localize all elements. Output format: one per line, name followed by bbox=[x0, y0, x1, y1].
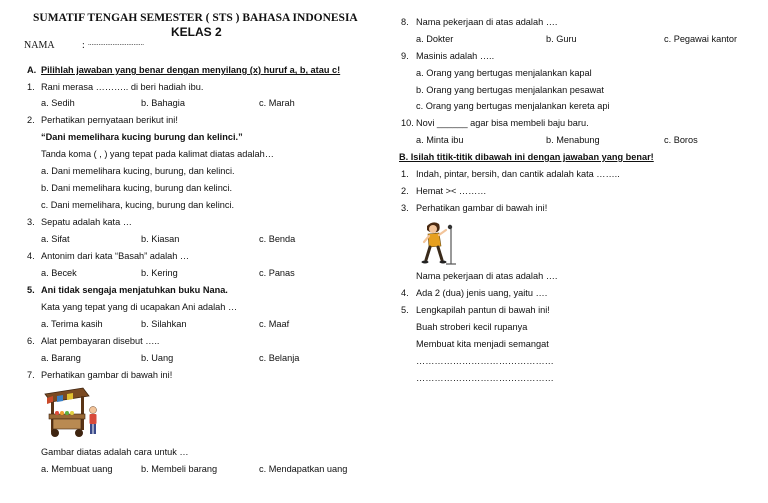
q6-option-a[interactable]: a. Barang bbox=[41, 353, 81, 363]
b2-text: Hemat >< ……… bbox=[416, 186, 487, 196]
q10-option-c[interactable]: c. Boros bbox=[664, 135, 698, 145]
q2-number: 2. bbox=[27, 115, 35, 125]
q5-option-b[interactable]: b. Silahkan bbox=[141, 319, 187, 329]
q1-number: 1. bbox=[27, 82, 35, 92]
b2-number: 2. bbox=[401, 186, 409, 196]
q5-option-c[interactable]: c. Maaf bbox=[259, 319, 290, 329]
b5-number: 5. bbox=[401, 305, 409, 315]
q3-text: Sepatu adalah kata … bbox=[41, 217, 132, 227]
q8-option-a[interactable]: a. Dokter bbox=[416, 34, 454, 44]
q1-option-c[interactable]: c. Marah bbox=[259, 98, 295, 108]
q4-option-b[interactable]: b. Kering bbox=[141, 268, 178, 278]
b3-prompt: Nama pekerjaan di atas adalah …. bbox=[416, 271, 558, 281]
b4-text: Ada 2 (dua) jenis uang, yaitu …. bbox=[416, 288, 548, 298]
q5-number: 5. bbox=[27, 285, 35, 295]
b5-text: Lengkapilah pantun di bawah ini! bbox=[416, 305, 550, 315]
pantun-line-2: Membuat kita menjadi semangat bbox=[416, 339, 549, 349]
q5-text: Ani tidak sengaja menjatuhkan buku Nana. bbox=[41, 285, 228, 295]
q6-option-b[interactable]: b. Uang bbox=[141, 353, 174, 363]
singer-illustration bbox=[419, 220, 461, 266]
q2-prompt: Tanda koma ( , ) yang tepat pada kalimat diatas adalah… bbox=[41, 149, 274, 159]
q4-option-c[interactable]: c. Panas bbox=[259, 268, 295, 278]
q10-text: Novi ______ agar bisa membeli baju baru. bbox=[416, 118, 589, 128]
q9-number: 9. bbox=[401, 51, 409, 61]
q3-option-b[interactable]: b. Kiasan bbox=[141, 234, 180, 244]
q6-text: Alat pembayaran disebut ….. bbox=[41, 336, 160, 346]
q2-option-b[interactable]: b. Dani memelihara kucing, burung dan kelinci. bbox=[41, 183, 232, 193]
pantun-blank-line-4[interactable]: ……………………………………… bbox=[416, 373, 554, 383]
shop-stall-illustration bbox=[43, 386, 101, 438]
pantun-blank-line-3[interactable]: ……………………………………… bbox=[416, 356, 554, 366]
pantun-line-1: Buah stroberi kecil rupanya bbox=[416, 322, 528, 332]
q9-text: Masinis adalah ….. bbox=[416, 51, 495, 61]
q6-option-c[interactable]: c. Belanja bbox=[259, 353, 300, 363]
q3-option-a[interactable]: a. Sifat bbox=[41, 234, 70, 244]
q9-option-c[interactable]: c. Orang yang bertugas menjalankan kereta api bbox=[416, 101, 610, 111]
q7-option-c[interactable]: c. Mendapatkan uang bbox=[259, 464, 348, 474]
q1-option-a[interactable]: a. Sedih bbox=[41, 98, 75, 108]
exam-title: SUMATIF TENGAH SEMESTER ( STS ) BAHASA INDONESIA bbox=[33, 12, 358, 24]
name-colon: : bbox=[82, 40, 85, 51]
section-a-label: A. bbox=[27, 65, 37, 75]
q2-option-a[interactable]: a. Dani memelihara kucing, burung, dan kelinci. bbox=[41, 166, 235, 176]
section-a-instruction: Pilihlah jawaban yang benar dengan menyilang (x) huruf a, b, atau c! bbox=[41, 65, 341, 75]
q3-number: 3. bbox=[27, 217, 35, 227]
q10-number: 10. bbox=[401, 118, 414, 128]
q7-text: Perhatikan gambar di bawah ini! bbox=[41, 370, 173, 380]
name-blank[interactable]: ................................ bbox=[88, 39, 144, 47]
b4-number: 4. bbox=[401, 288, 409, 298]
q8-option-c[interactable]: c. Pegawai kantor bbox=[664, 34, 738, 44]
q2-option-c[interactable]: c. Dani memelihara, kucing, burung dan kelinci. bbox=[41, 200, 235, 210]
q9-option-a[interactable]: a. Orang yang bertugas menjalankan kapal bbox=[416, 68, 592, 78]
q2-text: Perhatikan pernyataan berikut ini! bbox=[41, 115, 178, 125]
q10-option-b[interactable]: b. Menabung bbox=[546, 135, 600, 145]
q2-quote: “Dani memelihara kucing burung dan kelinci.” bbox=[41, 132, 243, 142]
q9-option-b[interactable]: b. Orang yang bertugas menjalankan pesawat bbox=[416, 85, 604, 95]
q7-number: 7. bbox=[27, 370, 35, 380]
q1-option-b[interactable]: b. Bahagia bbox=[141, 98, 185, 108]
q3-option-c[interactable]: c. Benda bbox=[259, 234, 296, 244]
q8-option-b[interactable]: b. Guru bbox=[546, 34, 577, 44]
q4-option-a[interactable]: a. Becek bbox=[41, 268, 77, 278]
q4-text: Antonim dari kata “Basah” adalah … bbox=[41, 251, 190, 261]
q10-option-a[interactable]: a. Minta ibu bbox=[416, 135, 464, 145]
name-label: NAMA bbox=[24, 40, 55, 51]
b1-text: Indah, pintar, bersih, dan cantik adalah kata …….. bbox=[416, 169, 620, 179]
q6-number: 6. bbox=[27, 336, 35, 346]
class-label: KELAS 2 bbox=[171, 25, 222, 39]
q5-prompt: Kata yang tepat yang di ucapakan Ani adalah … bbox=[41, 302, 238, 312]
q7-option-a[interactable]: a. Membuat uang bbox=[41, 464, 113, 474]
q5-option-a[interactable]: a. Terima kasih bbox=[41, 319, 103, 329]
section-b-instruction: B. Isilah titik-titik dibawah ini dengan jawaban yang benar! bbox=[399, 152, 654, 162]
b3-number: 3. bbox=[401, 203, 409, 213]
q7-option-b[interactable]: b. Membeli barang bbox=[141, 464, 218, 474]
q1-text: Rani merasa ……….. di beri hadiah ibu. bbox=[41, 82, 204, 92]
q8-number: 8. bbox=[401, 17, 409, 27]
b1-number: 1. bbox=[401, 169, 409, 179]
q7-prompt: Gambar diatas adalah cara untuk … bbox=[41, 447, 189, 457]
q8-text: Nama pekerjaan di atas adalah …. bbox=[416, 17, 558, 27]
b3-text: Perhatikan gambar di bawah ini! bbox=[416, 203, 548, 213]
q4-number: 4. bbox=[27, 251, 35, 261]
